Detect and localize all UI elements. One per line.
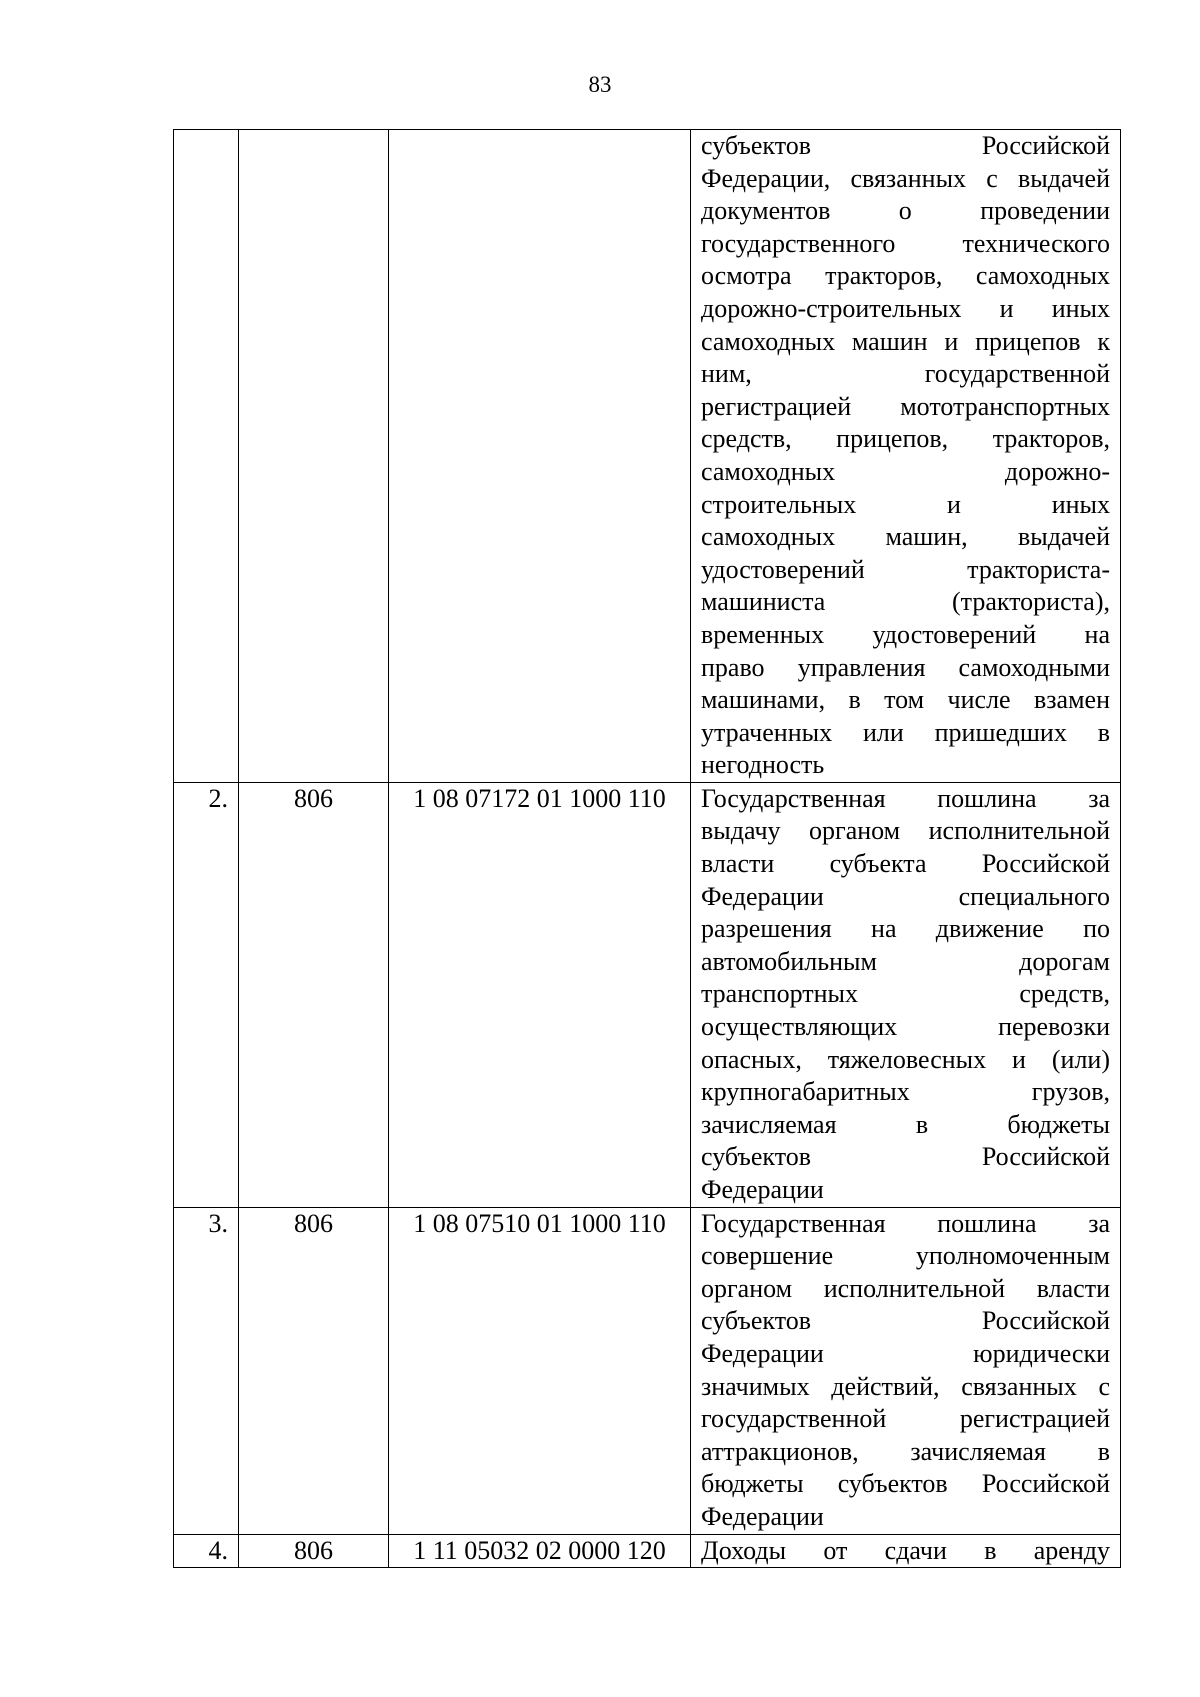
description-line: самоходных машин, выдачей	[701, 522, 1110, 552]
description-line: Государственная пошлина за	[701, 783, 1110, 813]
description-cell	[691, 1207, 1121, 1534]
kbk-code-cell	[389, 130, 691, 783]
description-line: субъектов Российской	[701, 131, 1110, 160]
description-line: документов о проведении	[701, 196, 1110, 226]
description-line: осмотра тракторов, самоходных	[701, 261, 1110, 291]
description-line: значимых действий, связанных с	[701, 1371, 1110, 1401]
row-number-cell: 4.	[174, 1534, 239, 1568]
description-line: Федерации	[701, 1175, 824, 1204]
description-line: опасных, тяжеловесных и (или)	[701, 1044, 1110, 1074]
description-line: Федерации юридически	[701, 1338, 1110, 1368]
table-body	[174, 130, 1121, 1568]
description-cell	[691, 130, 1121, 783]
revenue-codes-table	[173, 129, 1121, 1568]
description-line: транспортных средств,	[701, 979, 1110, 1009]
description-cell	[691, 1534, 1121, 1568]
description-line: бюджеты субъектов Российской	[701, 1469, 1110, 1499]
description-line: машинами, в том числе взамен	[701, 685, 1110, 715]
table-row	[174, 1207, 1121, 1534]
table-row	[174, 130, 1121, 783]
description-line: органом исполнительной власти	[701, 1273, 1110, 1303]
description-line: аттракционов, зачисляемая в	[701, 1436, 1110, 1466]
description-line: Доходы от сдачи в аренду	[701, 1535, 1110, 1565]
description-line: удостоверений тракториста-	[701, 554, 1110, 584]
description-line: негодность	[701, 750, 825, 780]
description-line: власти субъекта Российской	[701, 849, 1110, 879]
table-row	[174, 1534, 1121, 1568]
description-line: государственного технического	[701, 228, 1110, 258]
admin-code-cell: 806	[239, 782, 389, 1207]
kbk-code-cell: 1 08 07172 01 1000 110	[389, 782, 691, 1207]
admin-code-cell: 806	[239, 1534, 389, 1568]
description-line: самоходных машин и прицепов к	[701, 326, 1110, 356]
description-line: автомобильным дорогам	[701, 946, 1110, 976]
description-line: право управления самоходными	[701, 652, 1110, 682]
row-number-cell: 2.	[174, 782, 239, 1207]
admin-code-cell	[239, 130, 389, 783]
description-line: выдачу органом исполнительной	[701, 816, 1110, 846]
description-line: разрешения на движение по	[701, 914, 1110, 944]
description-line: крупногабаритных грузов,	[701, 1077, 1110, 1107]
table-row	[174, 782, 1121, 1207]
description-line: Федерации специального	[701, 881, 1110, 911]
kbk-code-cell: 1 11 05032 02 0000 120	[389, 1534, 691, 1568]
row-number-cell: 3.	[174, 1207, 239, 1534]
description-line: субъектов Российской	[701, 1306, 1110, 1336]
row-number-cell	[174, 130, 239, 783]
description-line: совершение уполномоченным	[701, 1241, 1110, 1271]
description-line: ним, государственной	[701, 359, 1110, 389]
description-line: Государственная пошлина за	[701, 1208, 1110, 1238]
description-line: строительных и иных	[701, 489, 1110, 519]
description-line: зачисляемая в бюджеты	[701, 1109, 1110, 1139]
description-line: самоходных дорожно-	[701, 456, 1110, 486]
description-line: дорожно-строительных и иных	[701, 293, 1110, 323]
kbk-code-cell: 1 08 07510 01 1000 110	[389, 1207, 691, 1534]
description-line: машиниста (тракториста),	[701, 587, 1110, 617]
description-line: регистрацией мототранспортных	[701, 391, 1110, 421]
admin-code-cell: 806	[239, 1207, 389, 1534]
description-line: государственной регистрацией	[701, 1404, 1110, 1434]
description-line: средств, прицепов, тракторов,	[701, 424, 1110, 454]
description-line: осуществляющих перевозки	[701, 1012, 1110, 1042]
description-line: Федерации	[701, 1501, 824, 1531]
description-line: субъектов Российской	[701, 1142, 1110, 1172]
description-line: временных удостоверений на	[701, 619, 1110, 649]
description-cell	[691, 782, 1121, 1207]
description-line: утраченных или пришедших в	[701, 717, 1110, 747]
description-line: Федерации, связанных с выдачей	[701, 163, 1110, 193]
page-number: 83	[588, 72, 612, 97]
